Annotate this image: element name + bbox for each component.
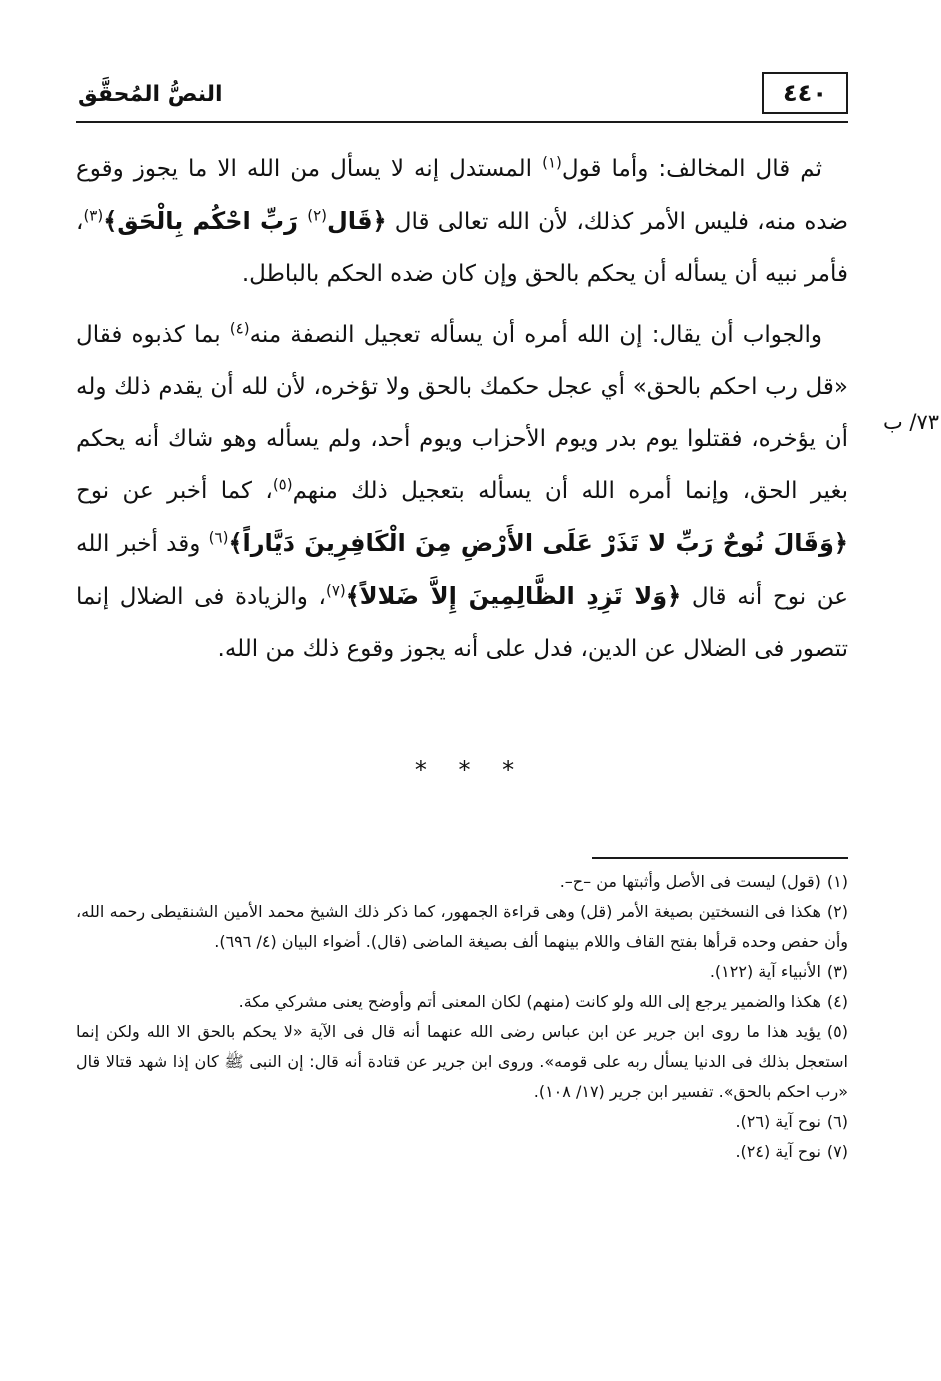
header-rule: [76, 121, 848, 123]
page-header: [76, 72, 848, 124]
footnote-number: (٥): [826, 1022, 848, 1041]
footnote-ref-2: (٢): [307, 206, 327, 225]
quran-quote: ﴿قَال: [326, 207, 387, 235]
text-run: بما كذبوه فقال «قل رب احكم بالحق» أي عجل حكمك بالحق ولا تؤخره، لأن لله أن يقدم ذلك وله أن يؤخره، فقتلوا يوم بدر ويوم الأحزاب ويوم أحد، ولم يسأله وهو شاك أنه يحكم بغير الحق، وإنما أمره الله أن يسأله بتعجيل ذلك منهم: [76, 322, 848, 504]
footnote-text: نوح آية (٢٤).: [735, 1142, 821, 1161]
footnote-number: (٢): [826, 902, 848, 921]
footnote-rule: [592, 857, 848, 859]
footnotes: [76, 867, 848, 1167]
footnote-1: [76, 867, 848, 897]
section-separator: * * *: [414, 756, 527, 784]
footnote-number: (٤): [826, 992, 848, 1011]
paragraph-2: [76, 309, 848, 675]
text-run: ، كما أخبر عن نوح: [76, 478, 273, 504]
text-run: وقد أخبر الله عن نوح أنه قال: [76, 531, 848, 610]
text-run: ثم قال المخالف: وأما قول: [561, 156, 822, 182]
text-run: والجواب أن يقال: إن الله أمره أن يسأله تعجيل النصفة منه: [249, 322, 822, 348]
footnote-ref-1: (١): [542, 153, 562, 172]
footnote-ref-4: (٤): [229, 319, 250, 338]
quran-quote: ﴿وَلا تَزِدِ الظَّالِمِينَ إِلاَّ ضَلالاً﴾: [345, 582, 682, 610]
footnote-7: [76, 1137, 848, 1167]
page-number: ٤٤٠: [762, 72, 848, 114]
running-title: النصُّ المُحقَّق: [78, 82, 223, 107]
quran-quote: ﴿وَقَالَ نُوحٌ رَبِّ لا تَذَرْ عَلَى الأَرْضِ مِنَ الْكَافِرِينَ دَيَّاراً﴾: [228, 529, 848, 557]
footnote-number: (٦): [826, 1112, 848, 1131]
footnote-2: [76, 897, 848, 957]
text-run: ، والزيادة فى الضلال إنما تتصور فى الضلال عن الدين، فدل على أنه يجوز وقوع ذلك من الله.: [76, 584, 848, 662]
paragraph-1: [76, 143, 848, 300]
footnote-number: (٣): [826, 962, 848, 981]
footnote-text: (قول) ليست فى الأصل وأثبتها من –ح–.: [559, 872, 821, 891]
manuscript-folio-note: ٧٣/ ب: [882, 410, 940, 434]
main-text: [76, 143, 848, 675]
footnote-ref-6: (٦): [208, 528, 229, 547]
footnote-3: [76, 957, 848, 987]
footnote-text: الأنبياء آية (١٢٢).: [709, 962, 821, 981]
footnote-number: (٧): [826, 1142, 848, 1161]
footnote-text: يؤيد هذا ما روى ابن جرير عن ابن عباس رضى الله عنهما أنه قال فى الآية «لا يحكم بالحق الا الله ولكن إنما استعجل بذلك فى الدنيا يسأل ربه على قومه». وروى ابن جرير عن قتادة أنه قال: إن النبى ﷺ كان إذا شهد قتالا قال «رب احكم بالحق». تفسير ابن جرير (١٧/ ١٠٨).: [76, 1022, 848, 1101]
footnote-ref-3: (٣): [83, 206, 104, 225]
footnote-text: نوح آية (٢٦).: [735, 1112, 821, 1131]
footnote-4: [76, 987, 848, 1017]
footnote-6: [76, 1107, 848, 1137]
footnote-ref-5: (٥): [272, 475, 293, 494]
footnote-ref-7: (٧): [325, 581, 346, 600]
quran-quote: رَبِّ احْكُم بِالْحَق﴾: [103, 207, 308, 235]
text-run: ، فأمر نبيه أن يسأله أن يحكم بالحق وإن كان ضده الحكم بالباطل.: [76, 209, 848, 287]
text-run: المستدل إنه لا يسأل من الله الا ما يجوز وقوع ضده منه، فليس الأمر كذلك، لأن الله تعالى قال: [76, 156, 848, 235]
footnote-text: هكذا فى النسختين بصيغة الأمر (قل) وهى قراءة الجمهور، كما ذكر ذلك الشيخ محمد الأمين الشنقيطى رحمه الله، وأن حفص وحده قرأها بفتح القاف واللام بينهما ألف بصيغة الماضى (قال). أضواء البيان (٤/ ٦٩٦).: [76, 902, 848, 951]
footnote-number: (١): [826, 872, 848, 891]
footnote-5: [76, 1017, 848, 1107]
footnote-text: هكذا والضمير يرجع إلى الله ولو كانت (منهم) لكان المعنى أتم وأوضح يعنى مشركي مكة.: [238, 992, 821, 1011]
